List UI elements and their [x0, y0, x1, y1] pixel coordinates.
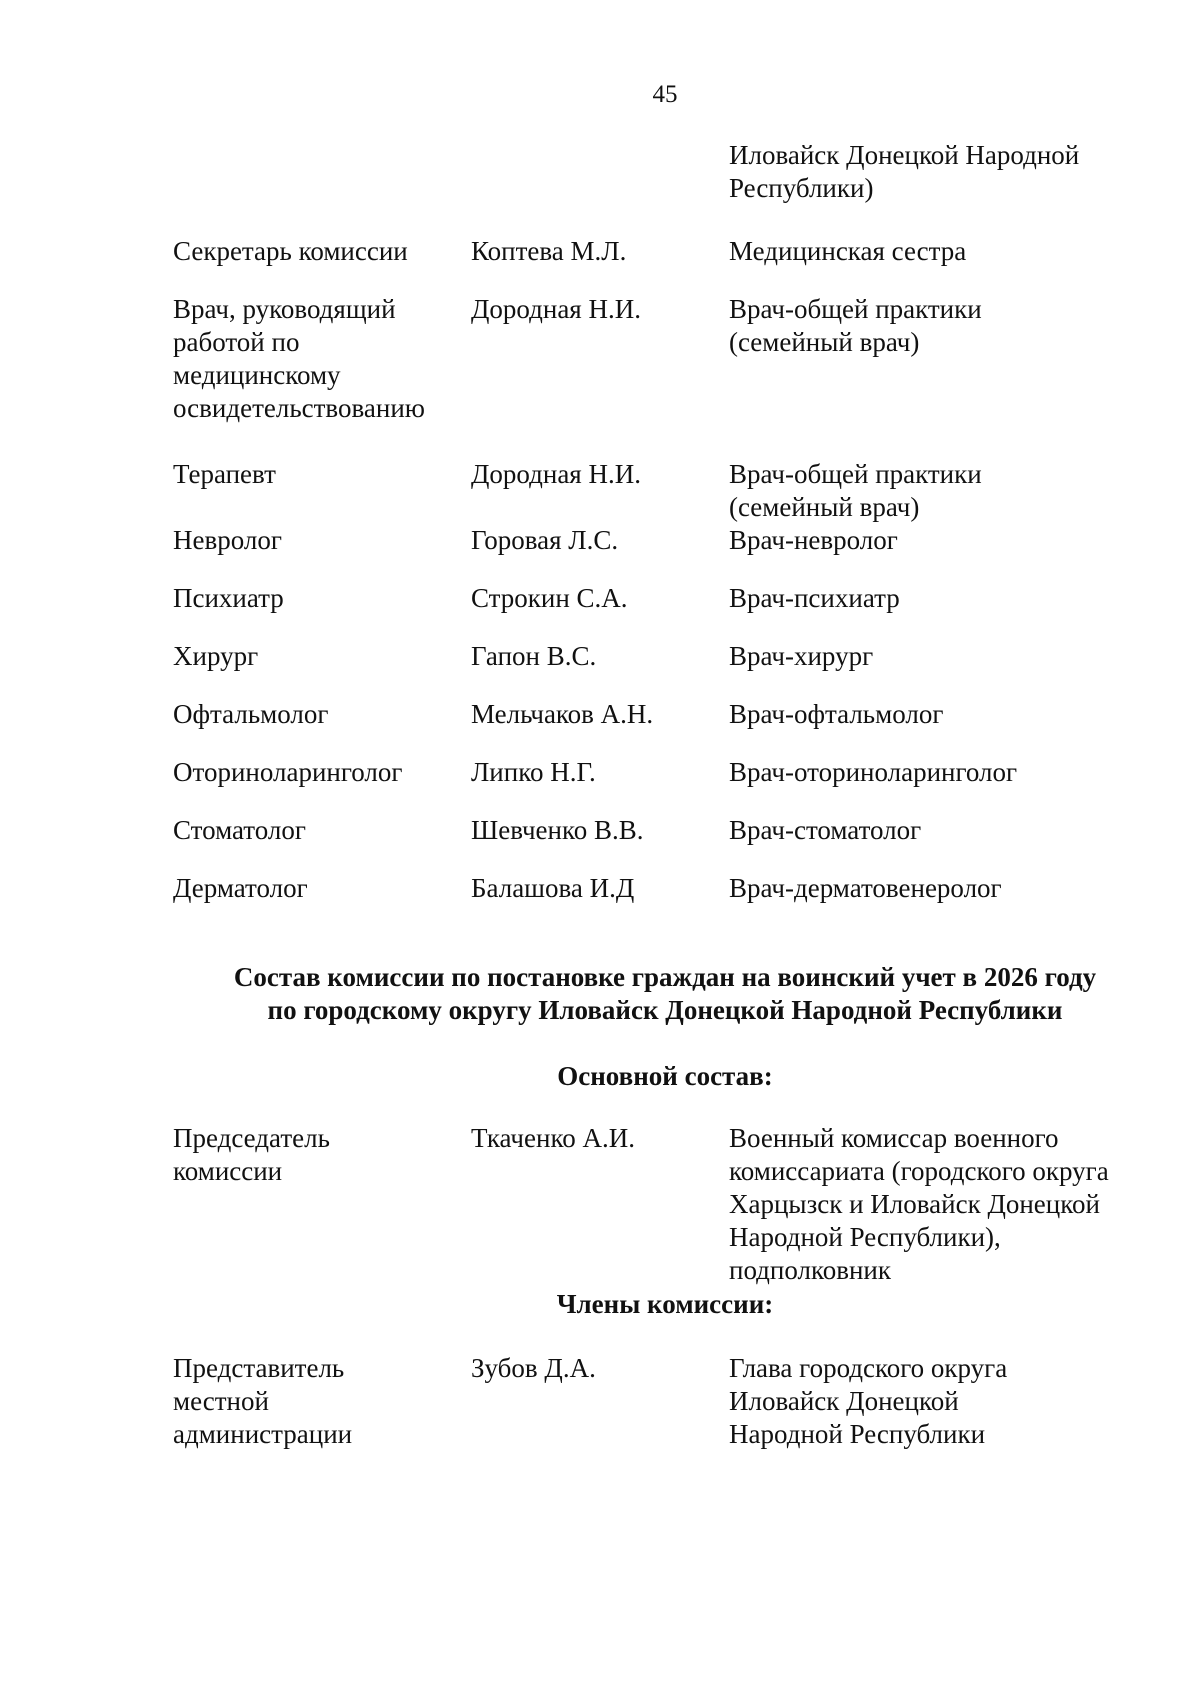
- row-position: Врач-психиатр: [729, 583, 900, 613]
- row-position: Врач-стоматолог: [729, 815, 922, 845]
- row-role: Врач, руководящий работой по медицинскому освидетельствованию: [173, 294, 425, 423]
- row-name: Шевченко В.В.: [471, 815, 644, 845]
- row-position: Врач-дерматовенеролог: [729, 873, 1002, 903]
- row-role: Офтальмолог: [173, 699, 329, 729]
- row-name: Липко Н.Г.: [471, 757, 596, 787]
- row-name: Балашова И.Д: [471, 873, 635, 903]
- row-role: Оториноларинголог: [173, 757, 403, 787]
- member-name: Зубов Д.А.: [471, 1353, 596, 1383]
- row-role: Невролог: [173, 525, 282, 555]
- page-number: 45: [652, 81, 678, 108]
- member-role: Представитель местной администрации: [173, 1353, 353, 1449]
- row-role: Терапевт: [173, 459, 276, 489]
- row-position: Врач-невролог: [729, 525, 898, 555]
- chairman-name: Ткаченко А.И.: [471, 1123, 635, 1153]
- row-role: Дерматолог: [173, 873, 308, 903]
- chairman-role: Председатель комиссии: [173, 1123, 330, 1186]
- continuation-position: Иловайск Донецкой Народной Республики): [729, 140, 1080, 203]
- row-role: Психиатр: [173, 583, 284, 613]
- row-role: Хирург: [173, 641, 259, 671]
- member-position: Глава городского округа Иловайск Донецкой Народной Республики: [729, 1353, 1008, 1449]
- row-position: Врач-общей практики (семейный врач): [729, 294, 982, 357]
- row-position: Врач-офтальмолог: [729, 699, 944, 729]
- row-position: Медицинская сестра: [729, 236, 967, 266]
- row-position: Врач-оториноларинголог: [729, 757, 1018, 787]
- main-composition-heading: Основной состав:: [557, 1061, 773, 1091]
- row-role: Стоматолог: [173, 815, 306, 845]
- section-title-line2: по городскому округу Иловайск Донецкой Народной Республики: [267, 995, 1063, 1025]
- row-name: Дородная Н.И.: [471, 294, 641, 324]
- row-name: Гапон В.С.: [471, 641, 597, 671]
- members-heading: Члены комиссии:: [556, 1289, 774, 1319]
- row-name: Горовая Л.С.: [471, 525, 619, 555]
- row-position: Врач-общей практики (семейный врач): [729, 459, 982, 522]
- row-name: Дородная Н.И.: [471, 459, 641, 489]
- row-name: Мельчаков А.Н.: [471, 699, 654, 729]
- row-role: Секретарь комиссии: [173, 236, 408, 266]
- section-title-line1: Состав комиссии по постановке граждан на воинский учет в 2026 году: [233, 962, 1097, 992]
- row-position: Врач-хирург: [729, 641, 874, 671]
- row-name: Коптева М.Л.: [471, 236, 627, 266]
- row-name: Строкин С.А.: [471, 583, 628, 613]
- chairman-position: Военный комиссар военного комиссариата (городского округа Харцызск и Иловайск Донецкой Народной Республики), подполковник: [729, 1123, 1109, 1285]
